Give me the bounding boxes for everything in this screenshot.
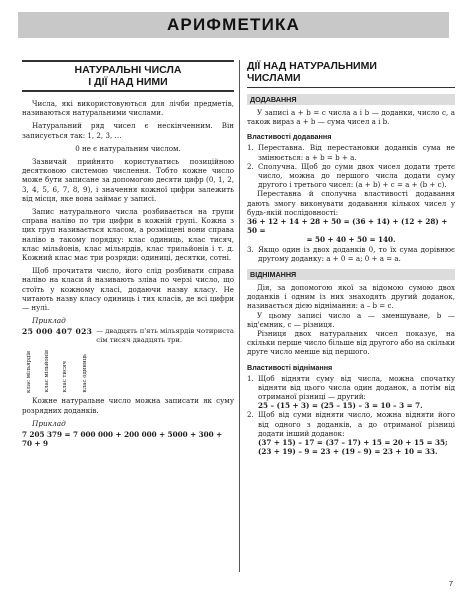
- paragraph-natural-numbers: Числа, які використовуються для лічби предметів, називаються натуральними числами.: [22, 99, 234, 118]
- paragraph-natural-series: Натуральний ряд чисел є нескінченним. Він записується так: 1, 2, 3, …: [22, 121, 234, 140]
- subtraction-terms: У цьому записі число a — зменшуване, b — від'ємник, c — різниця.: [247, 310, 455, 329]
- right-heading-line1: ДІЇ НАД НАТУРАЛЬНИМИ: [247, 60, 377, 72]
- paragraph-sum-of-digits: Кожне натуральне число можна записати як суму розрядних доданків.: [22, 396, 234, 415]
- class-label: клас тисяч: [62, 361, 68, 393]
- right-section-heading: [247, 60, 455, 88]
- example-2-formula: 7 205 379 = 7 000 000 + 200 000 + 5000 + 300 + 70 + 9: [22, 429, 223, 449]
- list-item: 3. Якщо один із двох доданків 0, то їх сума дорівнює другому доданку: a + 0 = a; 0 + a = a.: [247, 244, 455, 263]
- list-item: (37 + 15) – 17 = (37 – 17) + 15 = 20 + 15 = 35;: [258, 438, 448, 448]
- right-column: [247, 60, 455, 457]
- addition-formula-1: 36 + 12 + 14 + 28 + 50 = (36 + 14) + (12 + 28) + 50 =: [247, 217, 448, 236]
- addition-formula-2: = 50 + 40 + 50 = 140.: [306, 235, 396, 245]
- example-label-2: Приклад: [32, 418, 66, 428]
- list-item: 2. Щоб від суми відняти число, можна відняти його від одного з доданків, а до отриманої різниці додати інший доданок:: [247, 410, 455, 438]
- column-divider: [239, 60, 240, 572]
- addition-heading: ДОДАВАННЯ: [247, 94, 455, 105]
- left-column: [22, 60, 234, 448]
- example-1-reading: — двадцять п'ять мільярдів чотириста сім тисяч двадцять три.: [96, 327, 234, 344]
- addition-explanation: Переставна й сполучна властивості додавання дають змогу виконувати додавання кількох чисел у будь-якій послідовності:: [247, 189, 455, 217]
- addition-properties-heading: Властивості додавання: [247, 132, 332, 142]
- example-1-number: 25 000 407 023: [22, 327, 93, 337]
- left-section-heading: [22, 60, 234, 92]
- paragraph-classes: Запис натурального числа розбивається на групи справа наліво по три цифри в кожній групі. Кожна з цих груп називається класом, а розміщені вони справа наліво в такому порядку: клас одиниць, клас тисяч, клас мільйонів, клас мільярдів, клас трильйонів і т. д. Кожний клас має три розряди: одиниці, десятки, сотні.: [22, 207, 234, 263]
- class-label: клас мільярдів: [26, 350, 32, 393]
- class-label: клас одиниць: [82, 353, 88, 393]
- right-heading-line2: ЧИСЛАМИ: [247, 72, 301, 84]
- example-1-row: [22, 327, 234, 344]
- title-banner: [18, 12, 449, 38]
- left-heading-line2: І ДІЇ НАД НИМИ: [88, 76, 168, 88]
- list-item: 1. Щоб відняти суму від числа, можна спочатку відняти від цього числа один доданок, а потім від отриманої різниці — другий:: [247, 373, 455, 402]
- page-title: АРИФМЕТИКА: [166, 15, 301, 34]
- left-heading-line1: НАТУРАЛЬНІ ЧИСЛА: [74, 64, 182, 76]
- subtraction-properties-list: [247, 374, 455, 457]
- paragraph-zero: 0 не є натуральним числом.: [75, 143, 181, 153]
- list-item: 2. Сполучна. Щоб до суми двох чисел додати третє число, можна до першого числа додати суму другого і третього чисел: (a + b) + c = a + (b + c).: [247, 161, 455, 190]
- list-item: (23 + 19) – 9 = 23 + (19 – 9) = 23 + 10 = 33.: [258, 447, 438, 457]
- addition-definition: У записі a + b = c числа a і b — доданки, число c, а також вираз a + b — сума чисел a і b.: [247, 108, 455, 127]
- list-item: 1. Переставна. Від перестановки доданків сума не змінюється: a + b = b + a.: [247, 143, 455, 162]
- list-item: 25 – (15 + 3) = (25 – 15) – 3 = 10 – 3 = 7.: [258, 401, 423, 411]
- class-label: клас мільйонів: [44, 350, 50, 393]
- paragraph-reading: Щоб прочитати число, його слід розбивати справа наліво на класи й називають зліва по черзі число, що стоїть у кожному класі, додаючи назву класу. Не читають назву класу одиниць і тих класів, де всі цифри — нулі.: [22, 266, 234, 313]
- addition-properties-list-2: [247, 245, 455, 263]
- paragraph-positional-system: Зазвичай прийнято користуватись позиційною десятковою системою числення. Тобто кожне число може бути записане за допомогою десяти цифр (0, 1, 2, 3, 4, 5, 6, 7, 8, 9), і значення кожної цифри залежить від місця, яке вона займає у записі.: [22, 157, 234, 203]
- subtraction-properties-heading: Властивості віднімання: [247, 362, 333, 372]
- addition-properties-list: [247, 143, 455, 189]
- subtraction-definition: Дія, за допомогою якої за відомою сумою двох доданків і одним із них знаходять другий доданок, називається дією віднімання: a – b = c.: [247, 283, 455, 311]
- page-number: 7: [448, 579, 453, 588]
- example-label-1: Приклад: [32, 316, 66, 326]
- subtraction-difference: Різниця двох натуральних чисел показує, на скільки перше число більше від другого або на скільки друге число менше від першого.: [247, 329, 455, 357]
- subtraction-heading: ВІДНІМАННЯ: [247, 269, 455, 280]
- class-labels: [22, 346, 234, 392]
